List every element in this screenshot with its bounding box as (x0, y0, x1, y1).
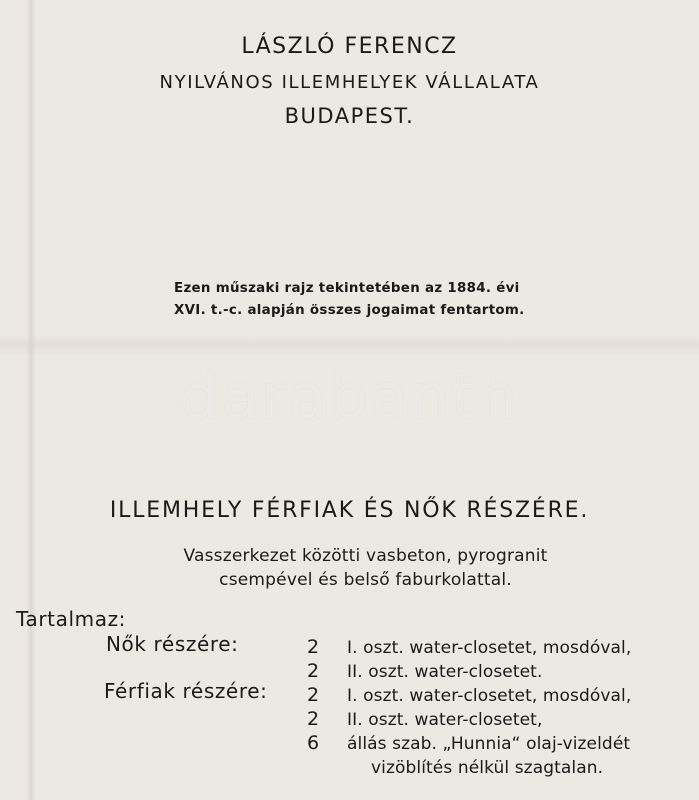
women-row-2-count: 2 (306, 660, 320, 682)
copyright-notice-line-2: XVI. t.-c. alapján összes jogaimat fentartom. (174, 303, 525, 318)
men-row-2-text: II. oszt. water-closetet, (347, 710, 543, 730)
men-label: Férfiak részére: (104, 679, 268, 703)
women-row-2-text: II. oszt. water-closetet. (347, 662, 543, 682)
men-row-3-count: 6 (306, 732, 320, 754)
copyright-notice-line-1: Ezen műszaki rajz tekintetében az 1884. évi (174, 281, 520, 296)
men-row-1-text: I. oszt. water-closetet, mosdóval, (347, 686, 632, 706)
company-name: NYILVÁNOS ILLEMHELYEK VÁLLALATA (159, 72, 540, 93)
document-title: ILLEMHELY FÉRFIAK ÉS NŐK RÉSZÉRE. (109, 498, 590, 523)
men-row-2-count: 2 (306, 708, 320, 730)
watermark-text: darabanth (179, 360, 520, 433)
men-row-3-text-continued: vizöblítés nélkül szagtalan. (371, 758, 604, 778)
men-row-1-count: 2 (306, 684, 320, 706)
women-label: Nők részére: (106, 632, 239, 656)
company-owner-name: LÁSZLÓ FERENCZ (241, 34, 458, 59)
company-city: BUDAPEST. (284, 104, 415, 128)
subtitle-line-1: Vasszerkezet közötti vasbeton, pyrogranit (183, 546, 548, 566)
men-row-3-text: állás szab. „Hunnia“ olaj-vizeldét (347, 734, 631, 754)
women-row-1-count: 2 (306, 636, 320, 658)
women-row-1-text: I. oszt. water-closetet, mosdóval, (347, 638, 632, 658)
subtitle-line-2: csempével és belső faburkolattal. (219, 570, 512, 590)
contents-heading: Tartalmaz: (16, 607, 127, 631)
